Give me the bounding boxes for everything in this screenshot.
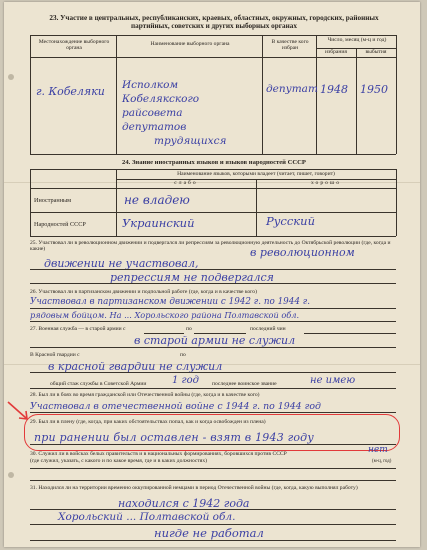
form-rule-line [30, 154, 396, 155]
hw-body-line: депутатов [122, 121, 187, 133]
row-foreign: Иностранным [34, 197, 72, 204]
form-rule-line [396, 169, 397, 236]
section-23-title: 23. Участие в центральных, республиканских, краевых, областных, окружных, городских, районных партийных, советских и других выборных органах [49, 14, 379, 31]
hw-body-line: райсовета [122, 107, 183, 119]
red-highlight-oval [24, 414, 400, 451]
form-rule-line [30, 524, 396, 525]
form-rule-line [30, 283, 396, 284]
form-rule-line [30, 35, 396, 36]
column-header-body: Наименование выборного органа [150, 41, 230, 47]
punch-hole [8, 74, 14, 80]
hw-q25: движении не участвовал, [44, 257, 199, 270]
q26-label: 26. Участвовал ли в партизанском движении и подпольной работе (где, когда и в качестве кого) [30, 289, 257, 295]
hw-body-line: Исполком [122, 79, 179, 91]
q30-label-2: (где служил, указать, с какого и по какое время, где и в каких должностях) [30, 458, 208, 464]
punch-hole [8, 472, 14, 478]
form-rule-line [30, 372, 396, 373]
hw-q30: нет [368, 445, 388, 455]
form-rule-line [30, 188, 396, 189]
q30-label: 30. Служил ли в войсках белых правительств и в национальных формированиях, боровшихся против СССР [30, 451, 287, 457]
form-rule-line [30, 212, 396, 213]
questionnaire-page [4, 2, 420, 547]
form-rule-line [256, 179, 257, 236]
hw-last-rank: не имею [310, 375, 356, 386]
form-rule-line [144, 333, 184, 334]
row-ussr: Народностей СССР [34, 221, 86, 228]
q31-label: 31. Находился ли на территории временно оккупированной немцами в период Отечественной войны (где, когда, какую выполнял работу) [30, 485, 358, 491]
hw-total-service: 1 год [172, 375, 199, 386]
red-army-label: В Красной гвардии с [30, 352, 80, 358]
hw-q28: Участвовал в отечественной войне с 1944 г. по 1944 год [30, 401, 321, 412]
hw-q25: репрессиям не подвергался [110, 271, 274, 284]
hw-ussr-good: Русский [266, 214, 315, 228]
form-rule-line [30, 236, 396, 237]
hw-elected-year: 1948 [320, 83, 348, 96]
hw-q31: нигде не работал [154, 526, 264, 540]
column-header-left: выбытия [365, 49, 387, 55]
form-rule-line [30, 35, 31, 154]
good-col-header: хорошо [310, 180, 342, 186]
form-rule-line [30, 468, 396, 469]
hw-q31: Хорольский ... Полтавской обл. [58, 511, 236, 523]
hw-location: г. Кобеляки [36, 85, 105, 98]
column-header-role: В качестве кого избран [271, 39, 309, 51]
weak-col-header: слабо [174, 180, 198, 186]
q29-label: 29. Был ли в плену (где, когда, при каких обстоятельствах попал, как и когда освобожден из плена) [30, 419, 266, 425]
hw-q31: находился с 1942 года [118, 497, 250, 510]
form-rule-line [30, 57, 396, 58]
form-rule-line [30, 169, 31, 236]
form-rule-line [356, 48, 357, 154]
q27-to: по [186, 326, 192, 332]
column-header-date: Число, месяц (м-ц и год) [327, 37, 387, 43]
hw-foreign: не владею [124, 193, 190, 207]
q28-label: 28. Был ли в боях во время гражданской или Отечественной войны (где, когда и в качестве кого) [30, 392, 260, 398]
hw-role: депутат [266, 83, 318, 95]
form-rule-line [30, 308, 396, 309]
form-rule-line [30, 169, 396, 170]
hw-q26: Участвовал в партизанском движении с 1942 г. по 1944 г. [30, 297, 311, 307]
languages-col-header: Наименование языков, которыми владеет (читает, пишет, говорит) [177, 171, 335, 177]
hw-q26: рядовым бойцом. На ... Хорольского района Полтавской обл. [30, 310, 300, 320]
form-rule-line [304, 333, 396, 334]
q25-label: 25. Участвовал ли в революционном движении и подвергался ли репрессиям за революционную деятельность до Октябрьской революции (где, когда и какие) [30, 240, 391, 252]
red-army-to: по [180, 352, 186, 358]
hw-ussr-weak: Украинский [122, 216, 195, 230]
form-rule-line [30, 509, 396, 510]
form-rule-line [116, 35, 117, 154]
hw-red-army: в красной гвардии не служил [48, 360, 223, 373]
column-header-elected: избрания [325, 49, 347, 55]
hw-left-year: 1950 [360, 83, 388, 96]
red-arrow-icon [6, 400, 32, 424]
form-rule-line [30, 388, 396, 389]
q30-date-note: (м-ц, год) [372, 459, 392, 464]
last-rank-label: последнее воинское звание [212, 381, 277, 387]
form-rule-line [194, 333, 246, 334]
form-rule-line [30, 480, 396, 481]
form-rule-line [262, 35, 263, 154]
form-rule-line [30, 269, 396, 270]
form-rule-line [116, 169, 117, 236]
form-rule-line [30, 347, 396, 348]
form-rule-line [30, 412, 396, 413]
total-service-label: общий стаж службы в Советской Армии [50, 381, 147, 387]
form-rule-line [396, 35, 397, 154]
q27-rank: последний чин [250, 326, 286, 332]
hw-q29: при ранении был оставлен - взят в 1943 году [34, 431, 314, 444]
hw-q27: в старой армии не служил [134, 334, 296, 347]
hw-body-line: Кобелякского [122, 93, 200, 105]
hw-body-line: трудящихся [154, 135, 227, 147]
form-rule-line [30, 540, 396, 541]
section-24-title: 24. Знание иностранных языков и языков народностей СССР [122, 159, 306, 166]
hw-q25: в революционном [250, 246, 355, 259]
q27-label: 27. Военная служба — в старой армии с [30, 326, 126, 332]
form-rule-line [30, 321, 396, 322]
column-header-location: Местонахождение выборного органа [38, 39, 110, 51]
